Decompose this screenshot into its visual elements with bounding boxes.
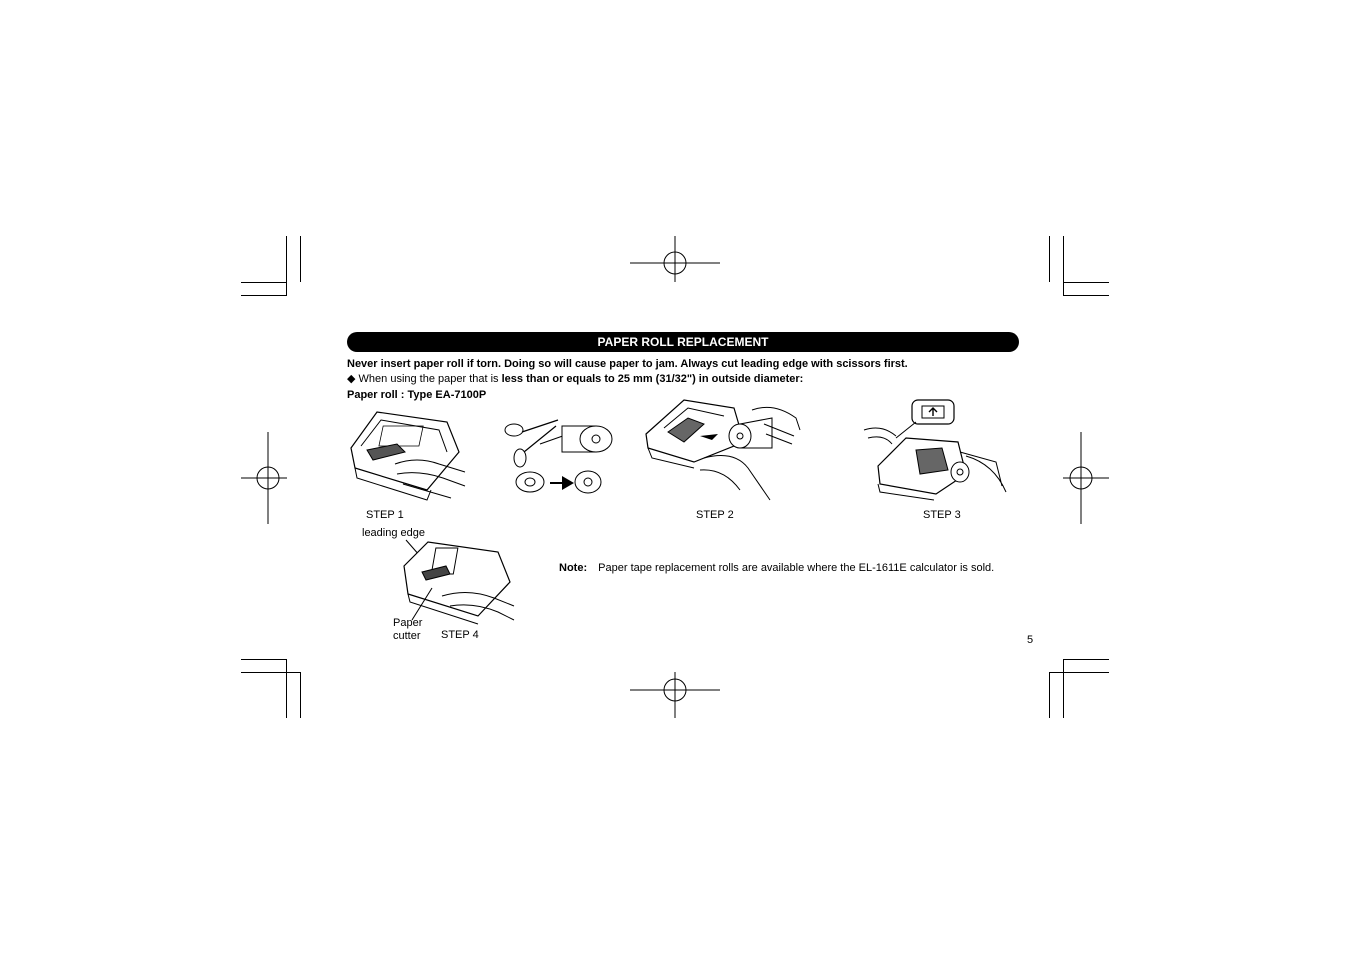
registration-target-bottom — [630, 672, 722, 718]
registration-target-right — [1063, 432, 1109, 524]
condition-emphasis: less than or equals to 25 mm (31/32") in outside diameter: — [501, 373, 804, 385]
step2-label: STEP 2 — [696, 509, 734, 521]
diamond-bullet-icon: ◆ — [347, 373, 356, 385]
step1-label: STEP 1 — [366, 509, 404, 521]
registration-target-left — [241, 432, 287, 524]
scissors-roll-illustration — [500, 418, 618, 498]
note — [559, 562, 994, 574]
step3-label: STEP 3 — [923, 509, 961, 521]
step4-illustration — [398, 536, 516, 628]
section-title: PAPER ROLL REPLACEMENT — [347, 332, 1019, 352]
leading-edge-label: leading edge — [362, 527, 426, 539]
warning-text: Never insert paper roll if torn. Doing so will cause paper to jam. Always cut leading edge with scissors first. — [347, 358, 908, 370]
step2-illustration — [644, 398, 804, 504]
registration-target-top — [630, 236, 722, 282]
page-number: 5 — [1027, 634, 1034, 646]
step3-illustration — [862, 394, 1008, 502]
step1-illustration — [347, 408, 467, 504]
note-text: Paper tape replacement rolls are available where the EL-1611E calculator is sold. — [598, 562, 995, 574]
paper-roll-type: Paper roll : Type EA-7100P — [347, 389, 487, 401]
paper-cutter-label-line1: Paper — [393, 617, 423, 629]
condition-text — [347, 372, 803, 385]
paper-cutter-label-line2: cutter — [393, 630, 421, 642]
step4-label: STEP 4 — [441, 629, 479, 641]
condition-prefix: When using the paper that is — [358, 373, 502, 385]
note-label: Note: — [559, 562, 588, 574]
